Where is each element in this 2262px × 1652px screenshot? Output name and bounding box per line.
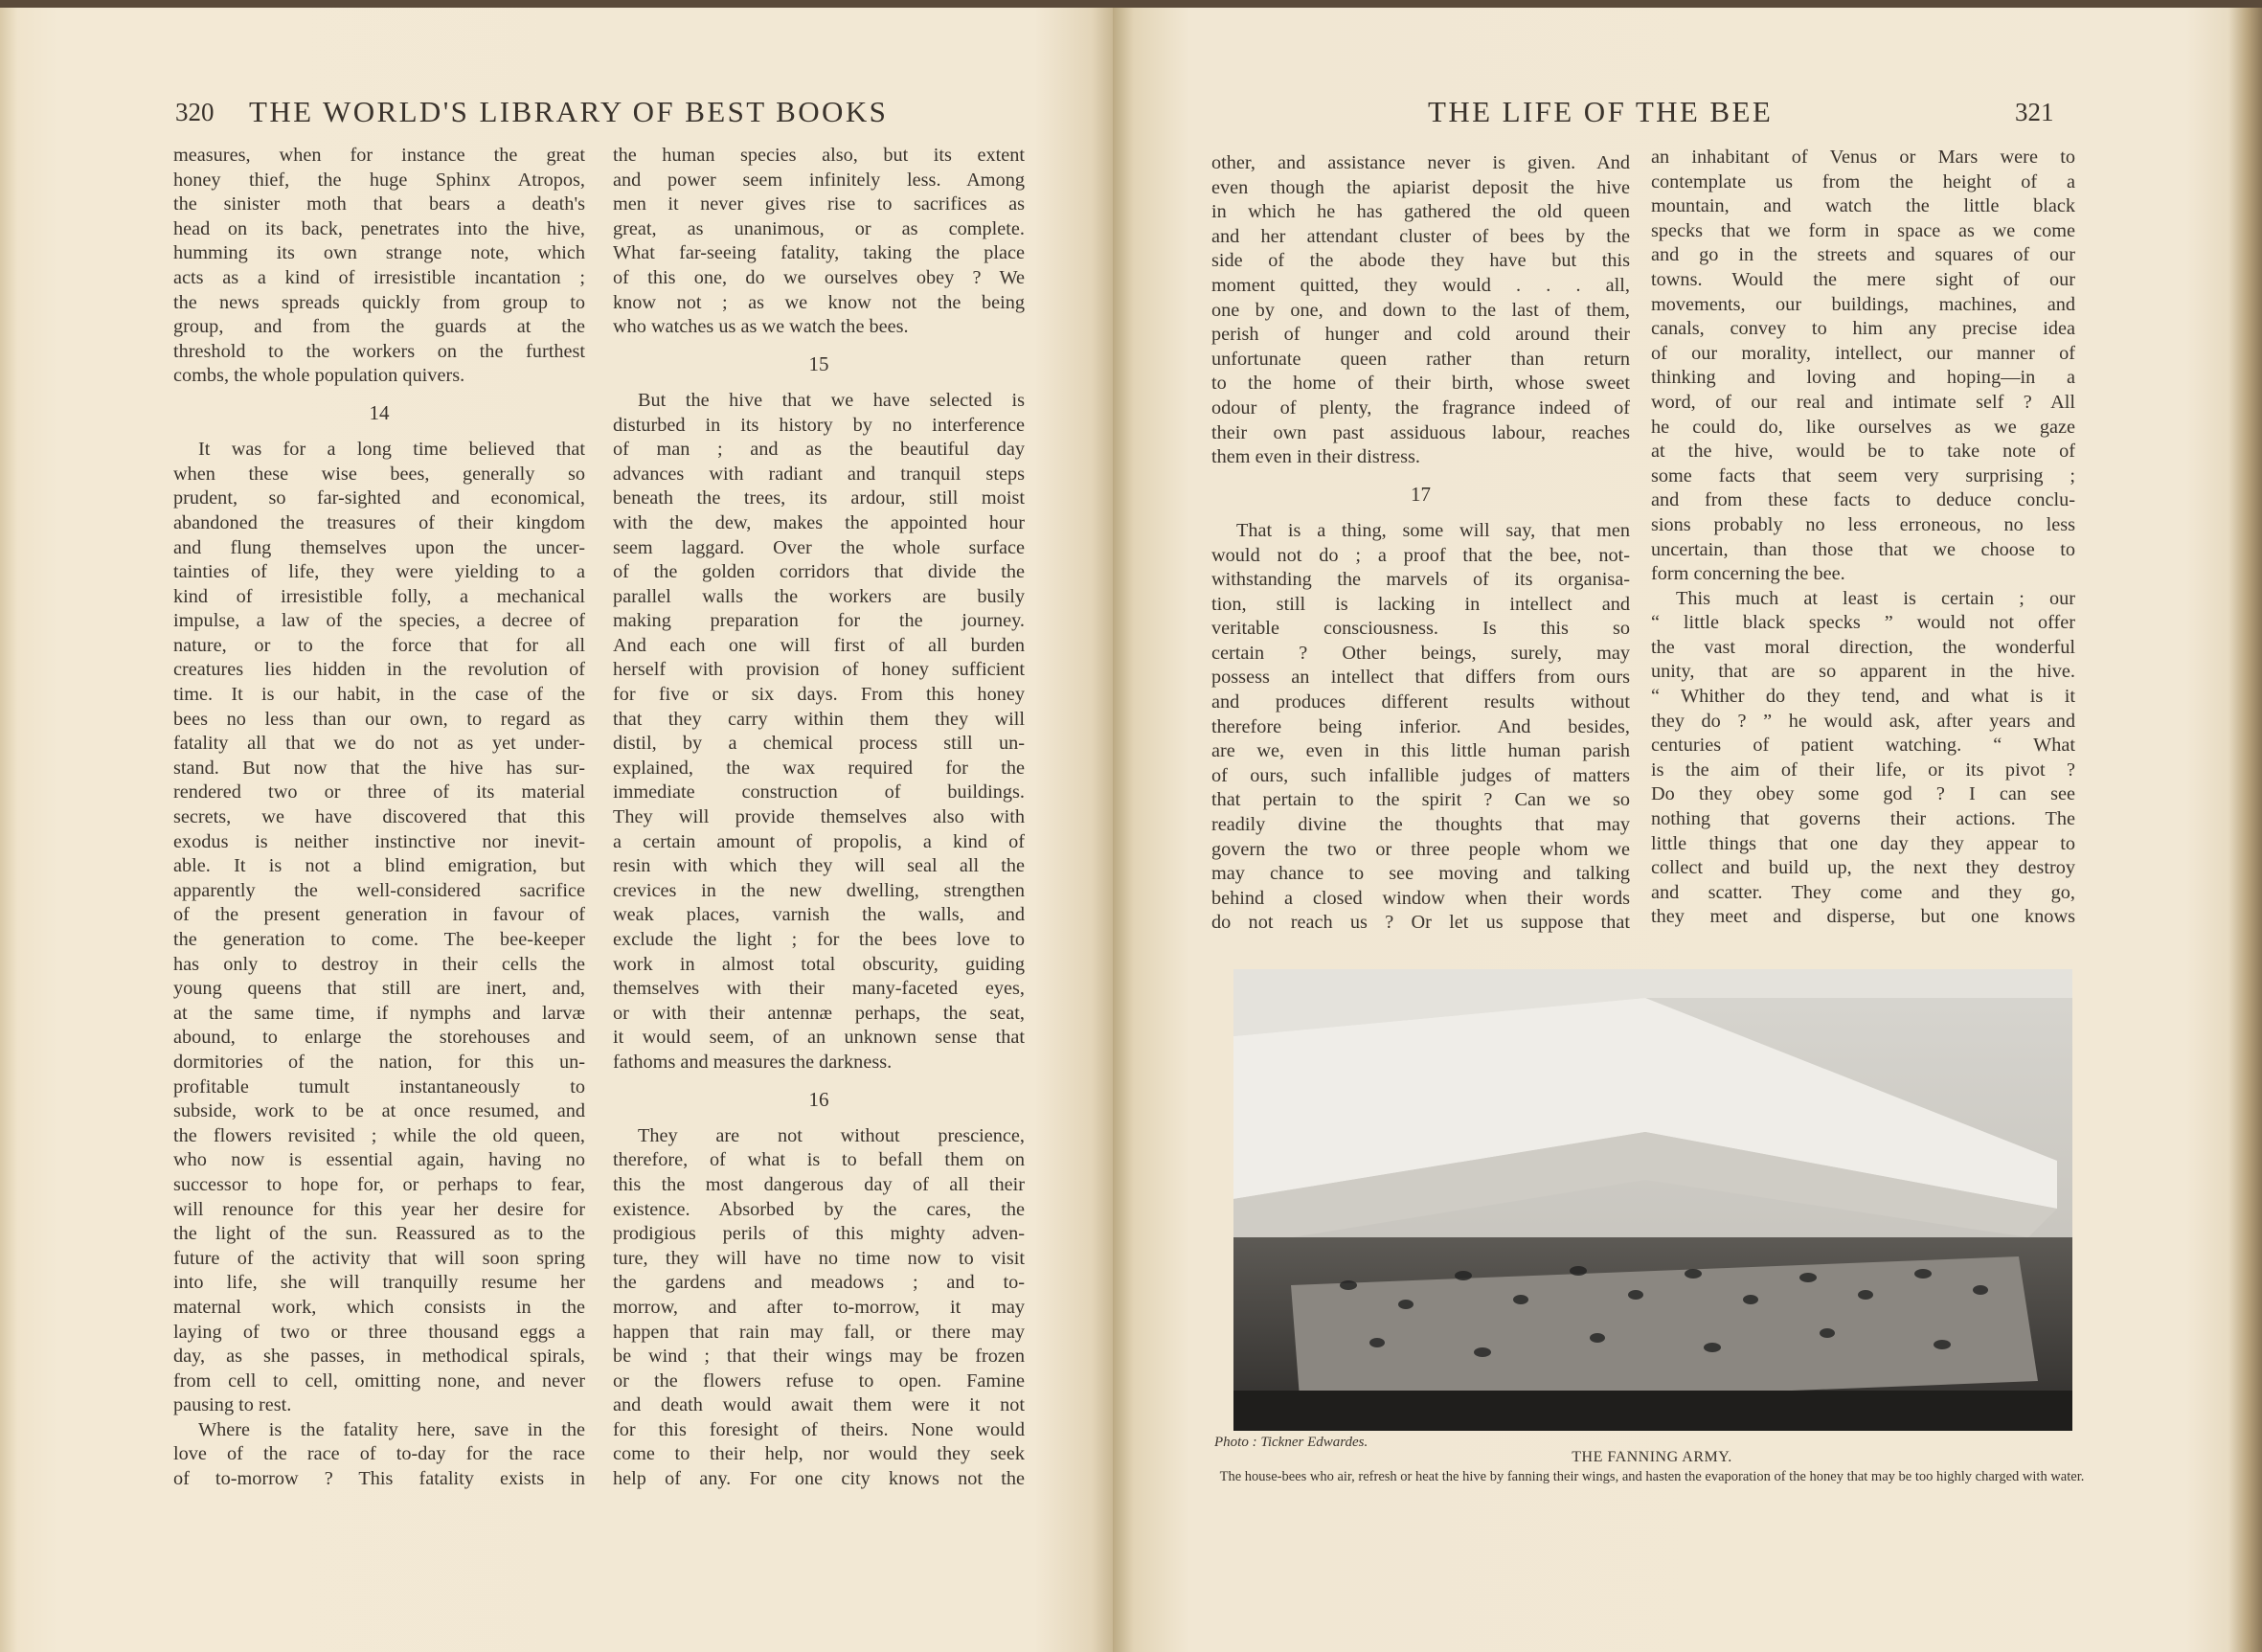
text-line: readily divine the thoughts that may xyxy=(1211,814,1630,836)
text-line: the vast moral direction, the wonderful xyxy=(1651,636,2075,658)
text-line: profitable tumult instantaneously to xyxy=(173,1075,585,1098)
text-line: their own past assiduous labour, reaches xyxy=(1211,421,1630,443)
text-line: prudent, so far-sighted and economical, xyxy=(173,487,585,509)
text-line: and power seem infinitely less. Among xyxy=(613,169,1025,191)
text-line: other, and assistance never is given. And xyxy=(1211,152,1630,173)
section-number: 15 xyxy=(808,351,829,375)
running-head-left: THE WORLD'S LIBRARY OF BEST BOOKS xyxy=(249,95,889,128)
text-line: would not do ; a proof that the bee, not- xyxy=(1211,544,1630,566)
text-line: may chance to see moving and talking xyxy=(1211,863,1630,885)
text-line: apparently the well-considered sacrifice xyxy=(173,879,585,901)
text-line: do not reach us ? Or let us suppose that xyxy=(1211,912,1630,934)
text-line: time. It is our habit, in the case of the xyxy=(173,684,585,706)
text-line: resin with which they will seal all the xyxy=(613,855,1025,877)
text-line: herself with provision of honey sufficient xyxy=(613,659,1025,681)
text-line: at the same time, if nymphs and larvæ xyxy=(173,1002,585,1024)
text-line: uncertain, than those that we choose to xyxy=(1651,538,2075,560)
text-line: little things that one day they appear to xyxy=(1651,832,2075,854)
text-line: or with their antennæ perhaps, the seat, xyxy=(613,1002,1025,1024)
text-line: humming its own strange note, which xyxy=(173,242,585,264)
text-line: moment quitted, they would . . . all, xyxy=(1211,274,1630,296)
text-line: creatures lies hidden in the revolution of xyxy=(173,659,585,681)
text-line: therefore being inferior. And besides, xyxy=(1211,715,1630,737)
text-line: bees no less than our own, to regard as xyxy=(173,708,585,730)
text-line: themselves with their many-faceted eyes, xyxy=(613,978,1025,1000)
text-line: and flung themselves upon the uncer- xyxy=(173,536,585,558)
text-line: sions probably no less erroneous, no less xyxy=(1651,513,2075,535)
text-line: who now is essential again, having no xyxy=(173,1149,585,1171)
text-line: they meet and disperse, but one knows xyxy=(1651,906,2075,928)
text-line: subside, work to be at once resumed, and xyxy=(173,1100,585,1122)
text-line: it would seem, of an unknown sense that xyxy=(613,1027,1025,1049)
text-line: unity, that are so apparent in the hive. xyxy=(1651,661,2075,683)
text-line: of this one, do we ourselves obey ? We xyxy=(613,266,1025,288)
text-line: them even in their distress. xyxy=(1211,446,1420,468)
text-line: immediate construction of buildings. xyxy=(613,781,1025,803)
text-line: exclude the light ; for the bees love to xyxy=(613,929,1025,950)
running-head-right: THE LIFE OF THE BEE xyxy=(1428,95,1774,128)
text-line: and death would await them were it not xyxy=(613,1394,1025,1416)
text-line: It was for a long time believed that xyxy=(198,439,585,461)
text-line: is the aim of their life, or its pivot ? xyxy=(1651,758,2075,781)
text-line: this the most dangerous day of all their xyxy=(613,1173,1025,1195)
text-line: future of the activity that will soon spring xyxy=(173,1247,585,1269)
text-line: honey thief, the huge Sphinx Atropos, xyxy=(173,169,585,191)
text-line: that pertain to the spirit ? Can we so xyxy=(1211,789,1630,811)
text-line: know not ; as we know not the being xyxy=(613,291,1025,313)
page-number-right: 321 xyxy=(2015,98,2054,126)
text-line: and scatter. They come and they go, xyxy=(1651,881,2075,903)
text-line: This much at least is certain ; our xyxy=(1676,587,2075,609)
text-line: maternal work, which consists in the xyxy=(173,1296,585,1318)
text-line: weak places, varnish the walls, and xyxy=(613,904,1025,926)
text-line: come to their help, nor would they seek xyxy=(613,1443,1025,1465)
text-line: That is a thing, some will say, that men xyxy=(1236,519,1630,541)
text-line: nature, or to the force that for all xyxy=(173,634,585,656)
text-line: They are not without prescience, xyxy=(638,1124,1025,1146)
text-line: exodus is neither instinctive nor inevit- xyxy=(173,830,585,852)
text-line: even though the apiarist deposit the hive xyxy=(1211,176,1630,198)
text-line: a certain amount of propolis, a kind of xyxy=(613,830,1025,852)
text-line: mountain, and watch the little black xyxy=(1651,195,2075,217)
text-line: govern the two or three people whom we xyxy=(1211,838,1630,860)
text-line: of the present generation in favour of xyxy=(173,904,585,926)
text-line: of the golden corridors that divide the xyxy=(613,561,1025,583)
text-line: What far-seeing fatality, taking the place xyxy=(613,242,1025,264)
text-line: in which he has gathered the old queen xyxy=(1211,201,1630,223)
text-line: contemplate us from the height of a xyxy=(1651,170,2075,192)
text-line: the news spreads quickly from group to xyxy=(173,291,585,313)
text-line: and produces different results without xyxy=(1211,691,1630,713)
text-line: work in almost total obscurity, guiding xyxy=(613,953,1025,975)
text-line: are we, even in this little human parish xyxy=(1211,740,1630,762)
text-line: the generation to come. The bee-keeper xyxy=(173,929,585,950)
text-line: existence. Absorbed by the cares, the xyxy=(613,1198,1025,1220)
text-line: centuries of patient watching. “ What xyxy=(1651,735,2075,757)
text-line: help of any. For one city knows not the xyxy=(613,1468,1025,1490)
text-line: odour of plenty, the fragrance indeed of xyxy=(1211,396,1630,419)
text-line: love of the race of to-day for the race xyxy=(173,1443,585,1465)
text-line: crevices in the new dwelling, strengthen xyxy=(613,879,1025,901)
text-line: secrets, we have discovered that this xyxy=(173,806,585,828)
photo-plate-fanning-army xyxy=(1233,969,2072,1431)
text-line: dormitories of the nation, for this un- xyxy=(173,1051,585,1073)
text-line: morrow, and after to-morrow, it may xyxy=(613,1296,1025,1318)
text-line: unfortunate queen rather than return xyxy=(1211,348,1630,370)
text-line: group, and from the guards at the xyxy=(173,316,585,338)
left-page-column-2 xyxy=(613,144,1025,1492)
text-line: beneath the trees, its ardour, still moist xyxy=(613,487,1025,509)
text-line: stand. But now that the hive has sur- xyxy=(173,757,585,779)
section-number: 14 xyxy=(369,400,390,424)
text-line: laying of two or three thousand eggs a xyxy=(173,1321,585,1343)
text-line: and her attendant cluster of bees by the xyxy=(1211,225,1630,247)
text-line: to the home of their birth, whose sweet xyxy=(1211,373,1630,395)
plate-title: THE FANNING ARMY. xyxy=(1572,1449,1732,1465)
text-line: some facts that seem very surprising ; xyxy=(1651,464,2075,487)
text-line: combs, the whole population quivers. xyxy=(173,365,465,387)
text-line: the sinister moth that bears a death's xyxy=(173,193,585,215)
text-line: ture, they will have no time now to visit xyxy=(613,1247,1025,1269)
page-number-left: 320 xyxy=(175,98,215,126)
text-line: of ours, such infallible judges of matters xyxy=(1211,764,1630,786)
text-line: or the flowers refuse to open. Famine xyxy=(613,1369,1025,1392)
text-line: side of the abode they have but this xyxy=(1211,250,1630,272)
text-line: into life, she will tranquilly resume her xyxy=(173,1272,585,1294)
text-line: and from these facts to deduce conclu- xyxy=(1651,489,2075,511)
hive-photograph xyxy=(1233,969,2072,1431)
text-line: great, as unanimous, or as complete. xyxy=(613,217,1025,239)
text-line: veritable consciousness. Is this so xyxy=(1211,618,1630,640)
text-line: head on its back, penetrates into the hive, xyxy=(173,217,585,239)
text-line: when these wise bees, generally so xyxy=(173,463,585,485)
text-line: for five or six days. From this honey xyxy=(613,684,1025,706)
text-line: abound, to enlarge the storehouses and xyxy=(173,1027,585,1049)
text-line: acts as a kind of irresistible incantation ; xyxy=(173,266,585,288)
text-line: But the hive that we have selected is xyxy=(638,389,1025,411)
text-line: day, as she passes, in methodical spirals, xyxy=(173,1346,585,1368)
text-line: And each one will first of all burden xyxy=(613,634,1025,656)
text-line: distil, by a chemical process still un- xyxy=(613,733,1025,755)
text-line: the human species also, but its extent xyxy=(613,145,1025,166)
section-number: 16 xyxy=(808,1087,829,1111)
text-line: they do ? ” he would ask, after years and xyxy=(1651,710,2075,732)
text-line: towns. Would the mere sight of our xyxy=(1651,268,2075,290)
left-page-column-1 xyxy=(173,144,585,1492)
text-line: happen that rain may fall, or there may xyxy=(613,1321,1025,1343)
text-line: the light of the sun. Reassured as to the xyxy=(173,1223,585,1245)
text-line: of to-morrow ? This fatality exists in xyxy=(173,1468,585,1490)
text-line: canals, convey to him any precise idea xyxy=(1651,318,2075,340)
right-page-column-1 xyxy=(1211,151,1630,936)
text-line: Where is the fatality here, save in the xyxy=(198,1418,585,1440)
section-number: 17 xyxy=(1411,482,1431,506)
text-line: of man ; and as the beautiful day xyxy=(613,439,1025,461)
text-line: of our morality, intellect, our manner of xyxy=(1651,342,2075,364)
text-line: fatality all that we do not as yet under- xyxy=(173,733,585,755)
text-line: successor to hope for, or perhaps to fear, xyxy=(173,1173,585,1195)
text-line: Do they obey some god ? I can see xyxy=(1651,783,2075,805)
text-line: young queens that still are inert, and, xyxy=(173,978,585,1000)
text-line: collect and build up, the next they destroy xyxy=(1651,857,2075,879)
text-line: nothing that governs their actions. The xyxy=(1651,808,2075,830)
text-line: impulse, a law of the species, a decree of xyxy=(173,610,585,632)
text-line: movements, our buildings, machines, and xyxy=(1651,293,2075,315)
text-line: he could do, like ourselves as we gaze xyxy=(1651,416,2075,438)
text-line: and go in the streets and squares of our xyxy=(1651,244,2075,266)
text-line: word, of our real and intimate self ? All xyxy=(1651,391,2075,413)
text-line: an inhabitant of Venus or Mars were to xyxy=(1651,147,2075,168)
text-line: who watches us as we watch the bees. xyxy=(613,316,909,338)
text-line: explained, the wax required for the xyxy=(613,757,1025,779)
text-line: kind of irresistible folly, a mechanical xyxy=(173,585,585,607)
text-line: tion, still is lacking in intellect and xyxy=(1211,593,1630,615)
text-line: measures, when for instance the great xyxy=(173,145,585,166)
text-line: advances with radiant and tranquil steps xyxy=(613,463,1025,485)
plate-caption: The house-bees who air, refresh or heat the hive by fanning their wings, and hasten the evaporation of the honey that may be too highly charged with water. xyxy=(1219,1469,2085,1484)
text-line: able. It is not a blind emigration, but xyxy=(173,855,585,877)
text-line: “ Whither do they tend, and what is it xyxy=(1651,686,2075,708)
text-line: certain ? Other beings, surely, may xyxy=(1211,642,1630,664)
text-line: the gardens and meadows ; and to- xyxy=(613,1272,1025,1294)
text-line: form concerning the bee. xyxy=(1651,563,1845,585)
text-line: abandoned the treasures of their kingdom xyxy=(173,511,585,533)
text-line: specks that we form in space as we come xyxy=(1651,219,2075,241)
text-line: perish of hunger and cold around their xyxy=(1211,324,1630,346)
text-line: possess an intellect that differs from ours xyxy=(1211,667,1630,689)
text-line: the flowers revisited ; while the old queen, xyxy=(173,1124,585,1146)
text-line: for this foresight of theirs. None would xyxy=(613,1418,1025,1440)
text-line: prodigious perils of this mighty adven- xyxy=(613,1223,1025,1245)
text-line: disturbed in its history by no interference xyxy=(613,414,1025,436)
text-line: rendered two or three of its material xyxy=(173,781,585,803)
text-line: tainties of life, they were yielding to a xyxy=(173,561,585,583)
text-line: therefore, of what is to befall them on xyxy=(613,1149,1025,1171)
text-line: will renounce for this year her desire for xyxy=(173,1198,585,1220)
text-line: from cell to cell, omitting none, and never xyxy=(173,1369,585,1392)
text-line: one by one, and down to the last of them, xyxy=(1211,299,1630,321)
text-line: threshold to the workers on the furthest xyxy=(173,340,585,362)
text-line: “ little black specks ” would not offer xyxy=(1651,612,2075,634)
text-line: behind a closed window when their words xyxy=(1211,887,1630,909)
text-line: withstanding the marvels of its organisa- xyxy=(1211,569,1630,591)
text-line: has only to destroy in their cells the xyxy=(173,953,585,975)
text-line: be wind ; that their wings may be frozen xyxy=(613,1346,1025,1368)
text-line: fathoms and measures the darkness. xyxy=(613,1051,893,1073)
text-line: that they carry within them they will xyxy=(613,708,1025,730)
text-line: thinking and loving and hoping—in a xyxy=(1651,367,2075,389)
photo-credit: Photo : Tickner Edwardes. xyxy=(1214,1435,1369,1450)
text-line: at the hive, would be to take note of xyxy=(1651,441,2075,463)
text-line: seem laggard. Over the whole surface xyxy=(613,536,1025,558)
text-line: parallel walls the workers are busily xyxy=(613,585,1025,607)
text-line: men it never gives rise to sacrifices as xyxy=(613,193,1025,215)
text-line: pausing to rest. xyxy=(173,1394,292,1416)
text-line: with the dew, makes the appointed hour xyxy=(613,511,1025,533)
text-line: making preparation for the journey. xyxy=(613,610,1025,632)
right-page-column-2 xyxy=(1651,146,2075,930)
text-line: They will provide themselves also with xyxy=(613,806,1025,828)
